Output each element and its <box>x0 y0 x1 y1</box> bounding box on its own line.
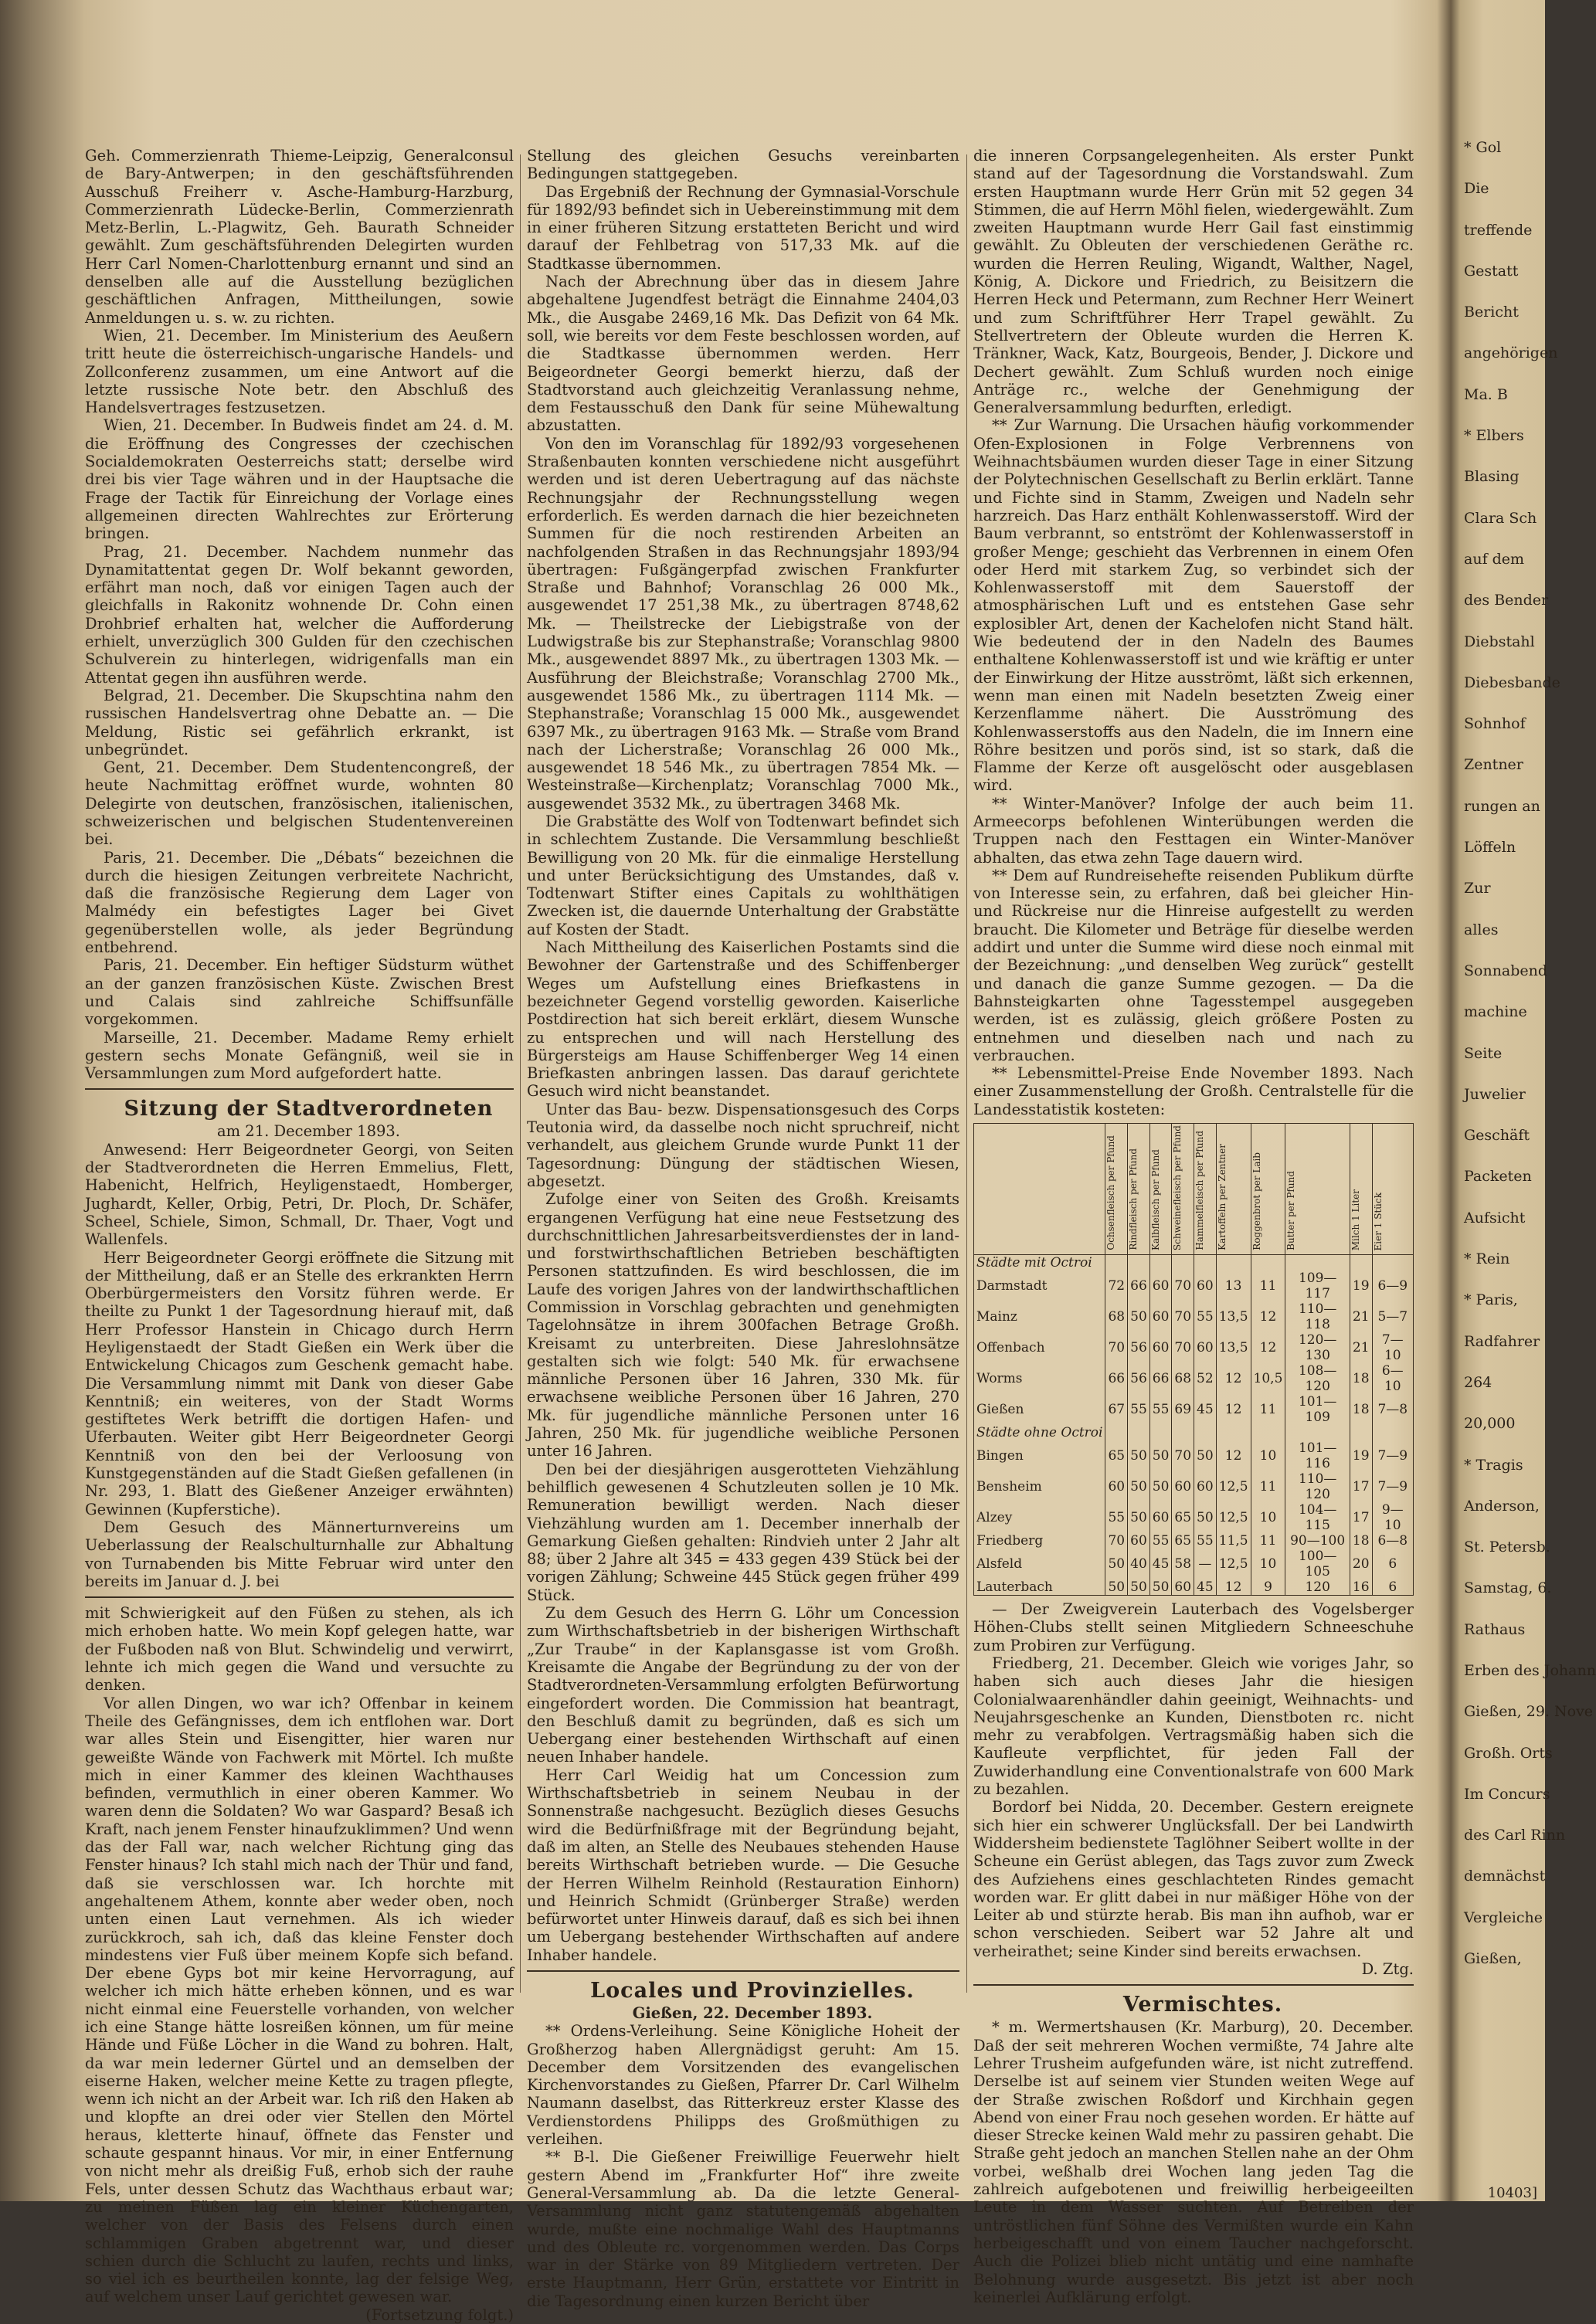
edge-text-fragment: Erben des Johann <box>1464 1661 1596 1679</box>
table-cell <box>1350 1425 1372 1440</box>
table-cell: 90—100 <box>1285 1533 1350 1549</box>
table-cell: 72 <box>1105 1271 1128 1301</box>
edge-text-fragment: Vergleiche <box>1464 1908 1543 1926</box>
table-cell: 18 <box>1350 1394 1372 1425</box>
table-cell: 16 <box>1350 1579 1372 1596</box>
edge-text-fragment: Samstag, 6. <box>1464 1579 1552 1597</box>
table-cell: 11 <box>1251 1471 1285 1502</box>
paragraph: Dem Gesuch des Männerturnvereins um Ueberlassung der Realschulturnhalle zur Abhaltung von Turnabenden bis Mitte Februar wird unter den bereits im Januar d. J. bei <box>85 1518 514 1590</box>
table-cell: 56 <box>1128 1332 1150 1363</box>
table-cell: 100—105 <box>1285 1549 1350 1579</box>
table-cell: 65 <box>1172 1502 1194 1533</box>
section-divider <box>527 1970 959 1972</box>
edge-text-fragment: 20,000 <box>1464 1415 1516 1433</box>
table-cell: 12 <box>1216 1440 1251 1471</box>
table-cell: 108—120 <box>1285 1363 1350 1394</box>
table-cell: 13,5 <box>1216 1301 1251 1332</box>
table-header-cell <box>974 1124 1105 1255</box>
edge-text-fragment: auf dem <box>1464 550 1525 568</box>
table-cell: 5—7 <box>1372 1301 1413 1332</box>
table-cell: 12 <box>1216 1394 1251 1425</box>
edge-text-fragment: Diebstahl <box>1464 633 1535 650</box>
table-cell: 12 <box>1216 1579 1251 1596</box>
table-cell <box>1194 1255 1217 1271</box>
column-rule <box>520 154 521 1993</box>
table-cell: 60 <box>1194 1271 1217 1301</box>
paragraph: ** Zur Warnung. Die Ursachen häufig vorkommender Ofen-Explosionen in Folge Verbrennens von Weihnachtsbäumen wurden dieser Tage in einer Sitzung der Polytechnischen Gesellschaft zu Berlin erklärt. Tanne und Fichte sind in Stamm, Zweigen und Nadeln sehr harzreich. Das Harz enthält Kohlenwasserstoff. Wird der Baum verbrannt, so entströmt der Kohlenwasserstoff in großer Menge; geschieht das Verbrennen in einem Ofen oder Herd mit starkem Zug, so verbindet sich der Kohlenwasserstoff mit dem Sauerstoff der atmosphärischen Luft und es entstehen Gase sehr explosibler Art, denen der Kachelofen nicht Stand hält. Wie bedeutend der in den Nadeln des Baumes enthaltene Kohlenwasserstoff ist und wie kräftig er unter der Einwirkung der Hitze ausströmt, läßt sich erkennen, wenn man einen mit Nadeln besetzten Zweig einer Kerzenflamme nähert. Die Ausströmung des Kohlenwasserstoffs aus den Nadeln, die im Innern eine Röhre besitzen und porös sind, ist so stark, daß die Flamme der Kerze oft ausgelöscht oder ausgeblasen wird. <box>973 416 1414 795</box>
table-cell <box>1285 1255 1350 1271</box>
table-cell: 10,5 <box>1251 1363 1285 1394</box>
table-header-row <box>974 1124 1414 1255</box>
paragraph: ** B-l. Die Gießener Freiwillige Feuerwehr hielt gestern Abend im „Frankfurter Hof“ ihre zweite General-Versammlung ab. Da die letzte General-Versammlung nicht ganz statutengemäß abgehalten wurde, mußte eine nochmalige Wahl des Hauptmanns und des Obleute rc. vorgenommen werden. Das Corps war in der Stärke von 89 Mitgliedern vertreten. Der erste Hauptmann, Herr Grün, erstattete vor Eintritt in die Tagesordnung einen kurzen Bericht über <box>527 2148 959 2310</box>
table-cell <box>1128 1255 1150 1271</box>
edge-text-fragment: treffende <box>1464 221 1533 239</box>
edge-text-fragment: * Paris, <box>1464 1291 1518 1309</box>
table-header-cell: Butter per Pfund <box>1285 1124 1350 1255</box>
column-3 <box>973 147 1414 2306</box>
table-cell: 55 <box>1105 1502 1128 1533</box>
table-row <box>974 1579 1414 1596</box>
newspaper-page <box>85 139 1445 2324</box>
paragraph: Das Ergebniß der Rechnung der Gymnasial-Vorschule für 1892/93 befindet sich in Uebereinstimmung mit dem in einer früheren Sitzung erstatteten Bericht und wird darauf der Fehlbetrag von 517,33 Mk. auf die Stadtkasse übernommen. <box>527 182 959 273</box>
table-cell: 7—9 <box>1372 1440 1413 1471</box>
paragraph: — Der Zweigverein Lauterbach des Vogelsberger Höhen-Clubs stellt seinen Mitgliedern Schneeschuhe zum Probiren zur Verfügung. <box>973 1600 1414 1654</box>
table-cell: 55 <box>1194 1533 1217 1549</box>
table-cell: 6—10 <box>1372 1363 1413 1394</box>
section-divider <box>85 1088 514 1090</box>
local-news-continued <box>973 147 1414 1118</box>
table-cell: 50 <box>1128 1471 1150 1502</box>
table-cell: 60 <box>1172 1579 1194 1596</box>
table-cell: 104—115 <box>1285 1502 1350 1533</box>
table-city-cell: Bensheim <box>974 1471 1105 1502</box>
table-row <box>974 1301 1414 1332</box>
table-header-cell: Kalbfleisch per Pfund <box>1149 1124 1172 1255</box>
paragraph: Geh. Commerzienrath Thieme-Leipzig, Generalconsul de Bary-Antwerpen; in den geschäftsführenden Ausschuß Freiherr v. Asche-Hamburg-Harzburg, Commerzienrath Lüdecke-Berlin, Commerzienrath Metz-Berlin, L.-Plagwitz, Geh. Baurath Schneider gewählt. Zum geschäftsführenden Delegirten wurden Herr Carl Nomen-Charlottenburg ernannt und sind an denselben alle auf die Ausstellung bezüglichen geschäftlichen Anfragen, Mittheilungen, sowie Anmeldungen u. s. w. zu richten. <box>85 147 514 327</box>
table-cell: 12 <box>1251 1332 1285 1363</box>
council-meeting-continued <box>527 147 959 1964</box>
table-cell: 109—117 <box>1285 1271 1350 1301</box>
table-cell <box>1350 1255 1372 1271</box>
edge-text-fragment: Geschäft <box>1464 1127 1530 1145</box>
table-header-cell: Milch 1 Liter <box>1350 1124 1372 1255</box>
edge-text-fragment: demnächst <box>1464 1868 1546 1885</box>
section-heading-vermischtes: Vermischtes. <box>1122 1993 1283 2017</box>
telegrams-section <box>85 147 514 1082</box>
table-cell: 12 <box>1216 1363 1251 1394</box>
paragraph: Belgrad, 21. December. Die Skupschtina nahm den russischen Handelsvertrag ohne Debatte an. — Die Meldung, Ristic sei gefährlich erkrankt, ist unbegründet. <box>85 686 514 758</box>
table-cell: 21 <box>1350 1301 1372 1332</box>
table-cell: 70 <box>1172 1440 1194 1471</box>
paragraph: Von den im Voranschlag für 1892/93 vorgesehenen Straßenbauten konnten verschiedene nicht ausgeführt werden und ist deren Uebertragung auf das nächste Rechnungsjahr der Rechnungsstellung wegen erforderlich. Es werden darnach die hier bezeichneten Summen für die noch restirenden Arbeiten an nachfolgenden Straßen in das Rechnungsjahr 1893/94 übertragen: Fußgängerpfad zwischen Frankfurter Straße und Bahnhof; Voranschlag 26 000 Mk., ausgewendet 17 251,38 Mk., zu übertragen 8748,62 Mk. — Theilstrecke der Liebigstraße von der Ludwigstraße bis zur Stephanstraße; Voranschlag 9800 Mk., ausgewendet 8897 Mk., zu übertragen 1303 Mk. — Ausführung der Bleichstraße; Voranschlag 2700 Mk., ausgewendet 1586 Mk., zu übertragen 1114 Mk. — Stephanstraße; Voranschlag 15 000 Mk., ausgewendet 6397 Mk., zu übertragen 9163 Mk. — Straße vom Brand nach der Licherstraße; Voranschlag 26 000 Mk., ausgewendet 18 546 Mk., zu übertragen 7854 Mk. — Westeinstraße—Kirchenplatz; Voranschlag 7000 Mk., ausgewendet 3532 Mk., zu übertragen 3468 Mk. <box>527 434 959 813</box>
edge-text-fragment: * Rein <box>1464 1250 1510 1268</box>
edge-text-fragment: Bericht <box>1464 304 1519 321</box>
paragraph: die inneren Corpsangelegenheiten. Als erster Punkt stand auf der Tagesordnung die Vorstandswahl. Zum ersten Hauptmann wurde Herr Grün mit 52 gegen 34 Stimmen, die auf Herrn Möhl fielen, wiedergewählt. Zum zweiten Hauptmann wurde Herr Gail fast einstimmig gewählt. Zu Obleuten der verschiedenen Geräthe rc. wurden die Herren Reuling, Wigandt, Walther, Nagel, König, A. Dickore und Friedrich, zu Beisitzern die Herren Heck und Petermann, zum Rechner Herr Weinert und zum Schriftführer Herr Trapel gewählt. Zu Stellvertretern der Obleute wurden die Herren K. Tränkner, Wack, Katz, Bourgeois, Bender, J. Dickore und Dechert gewählt. Zum Schluß wurden noch einige Anträge rc., welche der Genehmigung der Generalversammlung bedurften, erledigt. <box>973 147 1414 417</box>
table-cell <box>1194 1425 1217 1440</box>
table-cell: 45 <box>1194 1579 1217 1596</box>
table-cell: 70 <box>1105 1533 1128 1549</box>
edge-text-fragment: des Carl Rinn <box>1464 1827 1566 1844</box>
edge-text-fragment: Gießen, 29. Nove <box>1464 1703 1594 1721</box>
table-cell: 18 <box>1350 1533 1372 1549</box>
table-cell: 120—130 <box>1285 1332 1350 1363</box>
paragraph: Zu dem Gesuch des Herrn G. Löhr um Concession zum Wirthschaftsbetrieb in der bisherigen Wirthschaft „Zur Traube“ in der Kaplansgasse ist vom Großh. Kreisamte die Angabe der Begründung zu der von der Stadtverordneten-Versammlung erfolgten Befürwortung eingefordert worden. Die Commission hat beantragt, den Beschluß damit zu begründen, daß es sich um Uebergang einer bestehenden Wirthschaft auf einen neuen Inhaber handele. <box>527 1604 959 1766</box>
edge-text-fragment: Seite <box>1464 1044 1503 1062</box>
table-city-cell: Gießen <box>974 1394 1105 1425</box>
table-cell: 50 <box>1128 1440 1150 1471</box>
page-footer-mark: 10403] <box>1487 2185 1537 2201</box>
table-cell <box>1216 1425 1251 1440</box>
table-cell: 110—118 <box>1285 1301 1350 1332</box>
table-cell: 68 <box>1172 1363 1194 1394</box>
table-cell <box>1216 1255 1251 1271</box>
table-cell: 21 <box>1350 1332 1372 1363</box>
paragraph: Gent, 21. December. Dem Studentencongreß, der heute Nachmittag eröffnet wurde, wohnten 80 Delegirte von deutschen, französischen, italienischen, schweizerischen und belgischen Studentenvereinen bei. <box>85 758 514 849</box>
paragraph: ** Winter-Manöver? Infolge der auch beim 11. Armeecorps befohlenen Winterübungen werden die Truppen nach den Festtagen ein Winter-Manöver abhalten, das etwa zehn Tage dauern wird. <box>973 794 1414 867</box>
table-cell: 60 <box>1128 1533 1150 1549</box>
paragraph: Den bei der diesjährigen ausgerotteten Viehzählung behilflich gewesenen 4 Schutzleuten sollen je 10 Mk. Remuneration bewilligt werden. Nach dieser Viehzählung wurden am 1. December innerhalb der Gemarkung Gießen gehalten: Rindvieh unter 2 Jahr alt 88; über 2 Jahre alt 345 = 433 gegen 439 Stück bei der vorigen Zählung; Schweine 445 Stück gegen früher 499 Stück. <box>527 1460 959 1604</box>
table-cell: 45 <box>1194 1394 1217 1425</box>
edge-text-fragment: * Gol <box>1464 139 1502 156</box>
edge-text-fragment: Gestatt <box>1464 262 1519 280</box>
table-group-row <box>974 1425 1414 1440</box>
edge-text-fragment: Juwelier <box>1464 1085 1526 1103</box>
edge-text-fragment: alles <box>1464 921 1499 938</box>
table-cell: 60 <box>1172 1471 1194 1502</box>
table-cell: 50 <box>1149 1440 1172 1471</box>
table-cell: 50 <box>1128 1502 1150 1533</box>
table-cell: 101—116 <box>1285 1440 1350 1471</box>
edge-text-fragment: 264 <box>1464 1373 1492 1391</box>
table-cell: 12,5 <box>1216 1471 1251 1502</box>
table-cell: 58 <box>1172 1549 1194 1579</box>
table-header-cell: Ochsenfleisch per Pfund <box>1105 1124 1128 1255</box>
table-city-cell: Lauterbach <box>974 1579 1105 1596</box>
table-header-cell: Rindfleisch per Pfund <box>1128 1124 1150 1255</box>
column-1 <box>85 147 514 2324</box>
table-cell <box>1172 1425 1194 1440</box>
table-city-cell: Mainz <box>974 1301 1105 1332</box>
paragraph: Nach der Abrechnung über das in diesem Jahre abgehaltene Jugendfest beträgt die Einnahme 2404,03 Mk., die Ausgabe 2469,16 Mk. Das Defizit von 64 Mk. soll, wie bereits vor dem Feste beschlossen worden, auf die Stadtkasse übernommen werden. Herr Beigeordneter Georgi bemerkt hierzu, daß der Stadtvorstand auch gleichzeitig Veranlassung nehme, dem Festausschuß den Dank für seine Mühewaltung abzustatten. <box>527 273 959 435</box>
edge-text-fragment: Radfahrer <box>1464 1332 1540 1350</box>
table-cell: 7—10 <box>1372 1332 1413 1363</box>
table-cell: 50 <box>1128 1301 1150 1332</box>
edge-text-fragment: Clara Sch <box>1464 509 1537 527</box>
table-cell: 50 <box>1149 1471 1172 1502</box>
table-header-cell: Eier 1 Stück <box>1372 1124 1413 1255</box>
table-cell <box>1372 1425 1413 1440</box>
table-cell: 19 <box>1350 1440 1372 1471</box>
table-cell: 50 <box>1105 1549 1128 1579</box>
edge-text-fragment: Die <box>1464 180 1489 198</box>
edge-text-fragment: Ma. B <box>1464 385 1508 403</box>
table-cell: 60 <box>1149 1502 1172 1533</box>
table-cell: 45 <box>1149 1549 1172 1579</box>
table-cell <box>1285 1425 1350 1440</box>
table-cell: 55 <box>1149 1533 1172 1549</box>
continued-note: (Fortsetzung folgt.) <box>365 2305 514 2324</box>
edge-text-fragment: Diebesbande <box>1464 673 1560 691</box>
table-cell: 70 <box>1105 1332 1128 1363</box>
table-cell <box>1105 1425 1128 1440</box>
paragraph: Marseille, 21. December. Madame Remy erhielt gestern sechs Monate Gefängniß, weil sie in Versammlungen zum Mord aufgefordert hatte. <box>85 1028 514 1083</box>
table-row <box>974 1332 1414 1363</box>
paragraph: ** Lebensmittel-Preise Ende November 1893. Nach einer Zusammenstellung der Großh. Centralstelle für die Landesstatistik kosteten: <box>973 1064 1414 1118</box>
adjacent-page-fragment <box>1464 139 1596 2070</box>
source-note: D. Ztg. <box>1361 1960 1414 1979</box>
paragraph: Vor allen Dingen, wo war ich? Offenbar in keinem Theile des Gefängnisses, dem ich entflohen war. Dort war alles Stein und Eisengitter, hier waren nur geweißte Wände von Fachwerk mit Mörtel. Ich mußte mich in einer Kammer des kleinen Wachthauses befinden, vermuthlich in einer oberen Kammer. Wo waren denn die Soldaten? Wo war Gaspard? Besaß ich Kraft, nach jenem Fenster hinaufzuklimmen? Und wenn das der Fall war, nach welcher Richtung ging das Fenster hinaus? Ich stahl mich nach der Thür und fand, daß sie verschlossen war. Ich horchte mit angehaltenem Athem, konnte aber weder oben, noch unten einen Laut vernehmen. Als ich wieder zurückkroch, sah ich, daß das kleine Fenster doch mindestens vier Fuß über meinem Kopfe sich befand. Der ebene Gyps bot mir keine Hervorragung, auf welcher ich mich hätte erheben können, und es war nicht einmal eine Feuerstelle vorhanden, von welcher ich eine Stange hätte losreißen können, um für meine Hände und Füße Löcher in die Wand zu bohren. Halt, da war mein lederner Gürtel und an demselben der eiserne Haken, welcher meine Kette zu tragen pflegte, wenn ich nicht an der Arbeit war. Ich riß den Haken ab und klopfte an drei oder vier Stellen den Mörtel heraus, kletterte hinauf, öffnete das Fenster und schaute gespannt hinaus. Vor mir, in einer Entfernung von nicht mehr als dreißig Fuß, erhob sich der rauhe Fels, unter dessen Schutz das Wachthaus erbaut war; zu meinen Füßen lag ein kleiner Küchengarten, welcher von der Basis des Felsens durch einen schlammigen Graben abgetrennt war, und dieser schien durch die Schlucht zu laufen, rechts und links, so viel ich es beurtheilen konnte, lag der felsige Weg, auf welchem unser Lauf gerichtet gewesen war. <box>85 1694 514 2306</box>
table-row <box>974 1440 1414 1471</box>
section-divider <box>973 1984 1414 1986</box>
council-meeting-section <box>85 1141 514 1590</box>
table-cell: 70 <box>1172 1332 1194 1363</box>
feuilleton-divider <box>85 1596 514 1598</box>
table-row <box>974 1363 1414 1394</box>
section-heading-stadtverordneten: Sitzung der Stadtverordneten <box>124 1097 494 1121</box>
table-body <box>974 1255 1414 1596</box>
table-city-cell: Friedberg <box>974 1533 1105 1549</box>
table-cell: 6 <box>1372 1549 1413 1579</box>
edge-text-fragment: Sonnabend <box>1464 962 1548 979</box>
paragraph: Bordorf bei Nidda, 20. December. Gestern ereignete sich hier ein schwerer Unglücksfall. Der bei Landwirth Widdersheim bedienstete Taglöhner Seibert wollte in der Scheune ein Gerüst ablegen, das Tags zuvor zum Zweck des Aufziehens eines geschlachteten Rindes gemacht worden war. Er glitt dabei in nur mäßiger Höhe von der Leiter ab und stürzte herab. Bis man ihn aufhob, war er schon verschieden. Seibert war 52 Jahre alt und verheirathet; seine Kinder sind bereits erwachsen. <box>973 1798 1414 1960</box>
miscellany-section <box>973 2018 1414 2306</box>
paragraph: Paris, 21. December. Ein heftiger Südsturm wüthet an der ganzen französischen Küste. Zwischen Brest und Calais sind zahlreiche Schiffsunfälle vorgekommen. <box>85 956 514 1029</box>
paragraph: Anwesend: Herr Beigeordneter Georgi, von Seiten der Stadtverordneten die Herren Emmelius, Flett, Habenicht, Helfrich, Heyligenstaedt, Homberger, Jughardt, Keller, Orbig, Petri, Dr. Ploch, Dr. Schäfer, Scheel, Schiele, Simon, Schmall, Dr. Thaer, Vogt und Wallenfels. <box>85 1140 514 1249</box>
table-cell: 50 <box>1149 1579 1172 1596</box>
paragraph: ** Dem auf Rundreisehefte reisenden Publikum dürfte von Interesse sein, zu erfahren, daß bei gleicher Hin- und Rückreise nur die Hinreise aufgestellt zu werden braucht. Die Kilometer und Beträge für dieselbe werden addirt und unter die Summe wird diese noch einmal mit der Bezeichnung: „und denselben Weg zurück“ gestellt und danach die ganze Summe gezogen. — Da die Bahnsteigkarten ohne Tagesstempel ausgegeben werden, ist es zulässig, gleich größere Posten zu entnehmen und dieselben nach und nach zu verbrauchen. <box>973 866 1414 1064</box>
paragraph: Wien, 21. December. In Budweis findet am 24. d. M. die Eröffnung des Congresses der czechischen Socialdemokraten Oesterreichs statt; derselbe wird drei bis vier Tage währen und in der Hauptsache die Frage der Tactik für Einreichung der Vorlage eines allgemeinen directen Wahlrechtes zur Erörterung bringen. <box>85 416 514 543</box>
edge-text-fragment: Anderson, <box>1464 1497 1540 1515</box>
table-cell: 9 <box>1251 1579 1285 1596</box>
table-cell <box>1149 1425 1172 1440</box>
table-cell: 11 <box>1251 1533 1285 1549</box>
edge-text-fragment: Sohnhof <box>1464 715 1526 733</box>
table-cell: 60 <box>1105 1471 1128 1502</box>
paragraph: Paris, 21. December. Die „Débats“ bezeichnen die durch die hiesigen Zeitungen verbreitete Nachricht, daß die französische Regierung dem Lager von Malmédy ein befestigtes Lager bei Givet gegenüberstellen wolle, als jeder Begründung entbehrend. <box>85 848 514 957</box>
table-cell: 10 <box>1251 1440 1285 1471</box>
table-cell: 69 <box>1172 1394 1194 1425</box>
table-city-cell: Darmstadt <box>974 1271 1105 1301</box>
table-cell: 60 <box>1149 1332 1172 1363</box>
feuilleton-section <box>85 1604 514 2324</box>
table-cell: 12,5 <box>1216 1502 1251 1533</box>
table-cell: 6 <box>1372 1579 1413 1596</box>
table-cell: 52 <box>1194 1363 1217 1394</box>
table-cell: 56 <box>1128 1363 1150 1394</box>
table-cell: 60 <box>1149 1301 1172 1332</box>
table-cell: 55 <box>1194 1301 1217 1332</box>
paragraph: Herr Beigeordneter Georgi eröffnete die Sitzung mit der Mittheilung, daß er an Stelle des erkrankten Herrn Oberbürgermeisters den Vorsitz führen werde. Er theilte zu Punkt 1 der Tagesordnung hierauf mit, daß Herr Professor Hanstein in Chicago durch Herrn Heyligenstaedt der Stadt Gießen ein Werk über die Entwickelung Chicagos zum Geschenk gemacht habe. Die Versammlung nimmt mit Dank von dieser Gabe Kenntniß; ein weiteres, von der Stadt Worms gestiftetes Werk betrifft die dortigen Hafen- und Uferbauten. Weiter gibt Herr Beigeordneter Georgi Kenntniß von den bei der Verloosung von Kunstgegenständen auf die Stadt Gießen gefallenen (in Nr. 293, 1. Blatt des Gießener Anzeiger erwähnten) Gewinnen (Kupferstiche). <box>85 1248 514 1518</box>
table-cell: — <box>1194 1549 1217 1579</box>
edge-text-fragment: rungen an <box>1464 797 1540 815</box>
paragraph: Nach Mittheilung des Kaiserlichen Postamts sind die Bewohner der Gartenstraße und des Schiffenberger Weges um Aufstellung eines Briefkastens in bezeichneter Gegend vorstellig geworden. Kaiserliche Postdirection hat sich bereit erklärt, diesem Wunsche zu entsprechen und will nach Herstellung des Bürgersteigs am Hause Schiffenberger Weg 14 einen Briefkasten anbringen lassen. Das darauf gerichtete Gesuch wird nicht beanstandet. <box>527 938 959 1101</box>
column-rule <box>966 154 967 1993</box>
table-cell: 11 <box>1251 1271 1285 1301</box>
table-city-cell: Bingen <box>974 1440 1105 1471</box>
table-group-label: Städte mit Octroi <box>974 1255 1105 1271</box>
paragraph: Friedberg, 21. December. Gleich wie voriges Jahr, so haben sich auch dieses Jahr die hiesigen Colonialwaarenhändler dahin geeinigt, Weihnachts- und Neujahrsgeschenke an Kunden, Dienstboten rc. nicht mehr zu verabfolgen. Vertragsmäßig haben sich die Kaufleute verpflichtet, für jeden Fall der Zuwiderhandlung eine Conventionalstrafe von 600 Mark zu bezahlen. <box>973 1654 1414 1799</box>
table-cell: 40 <box>1128 1549 1150 1579</box>
table-cell: 13 <box>1216 1271 1251 1301</box>
table-cell: 65 <box>1172 1533 1194 1549</box>
table-cell: 9—10 <box>1372 1502 1413 1533</box>
table-cell: 66 <box>1149 1363 1172 1394</box>
edge-text-fragment: * Tragis <box>1464 1456 1523 1474</box>
table-cell: 55 <box>1128 1394 1150 1425</box>
edge-text-fragment: Großh. Orts <box>1464 1744 1553 1762</box>
table-cell: 67 <box>1105 1394 1128 1425</box>
table-cell: 101—109 <box>1285 1394 1350 1425</box>
table-city-cell: Alzey <box>974 1502 1105 1533</box>
table-cell <box>1172 1255 1194 1271</box>
table-cell: 19 <box>1350 1271 1372 1301</box>
local-news-section <box>527 2022 959 2310</box>
paragraph: ** Ordens-Verleihung. Seine Königliche Hoheit der Großherzog haben Allergnädigst geruht: Am 15. December dem Vorsitzenden des evangelischen Kirchenvorstandes zu Gießen, Pfarrer Dr. Carl Wilhelm Naumann daselbst, das Ritterkreuz erster Klasse des Verdienstordens Philipps des Großmüthigen zu verleihen. <box>527 2022 959 2149</box>
table-cell: 66 <box>1105 1363 1128 1394</box>
table-cell: 50 <box>1194 1502 1217 1533</box>
table-cell: 50 <box>1128 1579 1150 1596</box>
table-cell: 11,5 <box>1216 1533 1251 1549</box>
table-cell: 20 <box>1350 1549 1372 1579</box>
table-cell: 11 <box>1251 1394 1285 1425</box>
table-city-cell: Worms <box>974 1363 1105 1394</box>
table-cell: 6—9 <box>1372 1271 1413 1301</box>
edge-text-fragment: * Elbers <box>1464 427 1524 445</box>
table-cell: 66 <box>1128 1271 1150 1301</box>
paragraph: Herr Carl Weidig hat um Concession zum Wirthschaftsbetrieb in seinem Neubau in der Sonnenstraße nachgesucht. Bezüglich dieses Gesuchs wird die Bedürfnißfrage mit der Begründung bejaht, daß im alten, an Stelle des Neubaues stehenden Hause bereits Wirthschaft betrieben wurde. — Die Gesuche der Herren Wilhelm Reinhold (Restauration Einhorn) und Heinrich Schmidt (Grünberger Straße) werden befürwortet unter Hinweis darauf, daß es sich bei ihnen um Uebergang bestehender Wirthschaften auf andere Inhaber handele. <box>527 1766 959 1964</box>
regional-news <box>973 1600 1414 1978</box>
table-cell: 70 <box>1172 1271 1194 1301</box>
edge-text-fragment: Packeten <box>1464 1168 1532 1186</box>
table-row <box>974 1549 1414 1579</box>
table-row <box>974 1271 1414 1301</box>
table-cell: 60 <box>1194 1332 1217 1363</box>
table-cell: 60 <box>1149 1271 1172 1301</box>
edge-text-fragment: Aufsicht <box>1464 1209 1526 1226</box>
column-2 <box>527 147 959 2310</box>
table-cell <box>1128 1425 1150 1440</box>
edge-text-fragment: Löffeln <box>1464 839 1516 857</box>
table-cell: 10 <box>1251 1502 1285 1533</box>
edge-text-fragment: Zur <box>1464 880 1491 897</box>
table-header-cell: Roggenbrot per Laib <box>1251 1124 1285 1255</box>
edge-text-fragment: angehörigen <box>1464 344 1558 362</box>
table-cell: 7—9 <box>1372 1471 1413 1502</box>
paragraph: Prag, 21. December. Nachdem nunmehr das Dynamitattentat gegen Dr. Wolf bekannt geworden, erfährt man noch, daß vor einigen Tagen auch der gleichfalls in Rakonitz wohnende Dr. Cohn einen Drohbrief erhalten hat, welcher die Aufforderung erhielt, unverzüglich 300 Gulden für den czechischen Schulverein zu hinterlegen, widrigenfalls man ein Attentat gegen ihn ausführen werde. <box>85 542 514 687</box>
edge-text-fragment: Blasing <box>1464 468 1520 486</box>
edge-text-fragment: Zentner <box>1464 756 1523 774</box>
table-city-cell: Offenbach <box>974 1332 1105 1363</box>
section-dateline: Gießen, 22. December 1893. <box>632 2003 873 2022</box>
table-cell: 12,5 <box>1216 1549 1251 1579</box>
table-cell <box>1251 1425 1285 1440</box>
food-price-table <box>973 1123 1414 1596</box>
table-cell: 50 <box>1194 1440 1217 1471</box>
table-cell: 17 <box>1350 1502 1372 1533</box>
edge-text-fragment: Rathaus <box>1464 1620 1526 1638</box>
table-cell: 10 <box>1251 1549 1285 1579</box>
edge-text-fragment: Im Concurs <box>1464 1785 1550 1803</box>
table-header-cell: Hammelfleisch per Pfund <box>1194 1124 1217 1255</box>
table-cell <box>1105 1255 1128 1271</box>
table-cell <box>1149 1255 1172 1271</box>
table-cell: 13,5 <box>1216 1332 1251 1363</box>
paragraph: mit Schwierigkeit auf den Füßen zu stehen, als ich mich erhoben hatte. Wo mein Kopf gelegen hatte, war der Fußboden naß von Blut. Schwindelig und verwirrt, lehnte ich mich gegen die Wand und versuchte zu denken. <box>85 1604 514 1695</box>
table-row <box>974 1502 1414 1533</box>
paragraph: Stellung des gleichen Gesuchs vereinbarten Bedingungen stattgegeben. <box>527 147 959 183</box>
edge-text-fragment: des Bender <box>1464 592 1549 609</box>
table-cell: 6—8 <box>1372 1533 1413 1549</box>
table-row <box>974 1394 1414 1425</box>
table-cell: 55 <box>1149 1394 1172 1425</box>
table-row <box>974 1471 1414 1502</box>
table-cell: 7—8 <box>1372 1394 1413 1425</box>
edge-text-fragment: Gießen, <box>1464 1950 1522 1968</box>
edge-text-fragment: machine <box>1464 1003 1527 1021</box>
table-group-row <box>974 1255 1414 1271</box>
paragraph: * m. Wermertshausen (Kr. Marburg), 20. December. Daß der seit mehreren Wochen vermißte, 74 Jahre alte Lehrer Trusheim aufgefunden wäre, ist nicht zutreffend. Derselbe ist auf seinem vier Stunden weiten Wege auf der Straße zwischen Roßdorf und Kirchhain gegen Abend von einer Frau noch gesehen worden. Er hätte auf dieser Strecke keinen Wald mehr zu passiren gehabt. Die Straße geht jedoch an manchen Stellen nahe an der Ohm vorbei, weßhalb drei Wochen lang jeden Tag die zahlreich aufgebotenen und freiwillig herbeigeeilten Leute in dem Wasser suchten. Auf Betreiben der untröstlichen fünf Söhne des Vermißten wurde ein Kahn herbeigeschafft und von einem Taucher nachgeforscht. Auch die Polizei blieb nicht untätig und eine namhafte Belohnung wurde ausgesetzt. Bis jetzt ist aber noch keinerlei Aufklärung erfolgt. <box>973 2018 1414 2306</box>
table-cell: 60 <box>1194 1471 1217 1502</box>
table-group-label: Städte ohne Octroi <box>974 1425 1105 1440</box>
table-cell: 18 <box>1350 1363 1372 1394</box>
paragraph: Unter das Bau- bezw. Dispensationsgesuch des Corps Teutonia wird, da dasselbe noch nicht spruchreif, nicht verhandelt, aus gleichem Grunde wurde Punkt 11 der Tagesordnung: Düngung der städtischen Wiesen, abgesetzt. <box>527 1100 959 1190</box>
paragraph: Wien, 21. December. Im Ministerium des Aeußern tritt heute die österreichisch-ungarische Handels- und Zollconferenz zusammen, um eine Antwort auf die letzte russische Note betr. den Abschluß des Handelsvertrages festzusetzen. <box>85 326 514 417</box>
table-cell: 120 <box>1285 1579 1350 1596</box>
table-cell <box>1372 1255 1413 1271</box>
section-date: am 21. December 1893. <box>216 1122 401 1141</box>
table-city-cell: Alsfeld <box>974 1549 1105 1579</box>
table-header-cell: Kartoffeln per Zentner <box>1216 1124 1251 1255</box>
table-cell <box>1251 1255 1285 1271</box>
edge-text-fragment: St. Petersb. <box>1464 1539 1550 1556</box>
paragraph: Die Grabstätte des Wolf von Todtenwart befindet sich in schlechtem Zustande. Die Versammlung beschließt Bewilligung von 20 Mk. für die einmalige Herstellung und unter Berücksichtigung des Umstandes, daß v. Todtenwart Stifter eines Capitals zu wohlthätigen Zwecken ist, die dauernde Unterhaltung der Grabstätte auf Kosten der Stadt. <box>527 812 959 938</box>
table-cell: 17 <box>1350 1471 1372 1502</box>
table-cell: 68 <box>1105 1301 1128 1332</box>
table-cell: 110—120 <box>1285 1471 1350 1502</box>
table-cell: 50 <box>1105 1579 1128 1596</box>
table-cell: 70 <box>1172 1301 1194 1332</box>
table-cell: 65 <box>1105 1440 1128 1471</box>
table-cell: 12 <box>1251 1301 1285 1332</box>
table-header-cell: Schweinefleisch per Pfund <box>1172 1124 1194 1255</box>
section-heading-locales: Locales und Provinzielles. <box>590 1978 915 2003</box>
table-row <box>974 1533 1414 1549</box>
paragraph: Zufolge einer von Seiten des Großh. Kreisamts ergangenen Verfügung hat eine neue Festsetzung des durchschnittlichen Jahresarbeitsverdienstes der in land- und forstwirthschaftlichen Betrieben beschäftigten Personen stattzufinden. Es wird beschlossen, die im Laufe des vorigen Jahres von der landwirthschaftlichen Commission in Vorschlag gebrachten und genehmigten Tagelohnsätze in ihrem 300fachen Betrage Großh. Kreisamt zu unterbreiten. Diese Jahreslohnsätze gestalten sich wie folgt: 540 Mk. für erwachsene männliche Personen über 16 Jahren, 330 Mk. für erwachsene weibliche Personen über 16 Jahren, 270 Mk. für jugendliche männliche Personen unter 16 Jahren, 250 Mk. für jugendliche weibliche Personen unter 16 Jahren. <box>527 1190 959 1461</box>
